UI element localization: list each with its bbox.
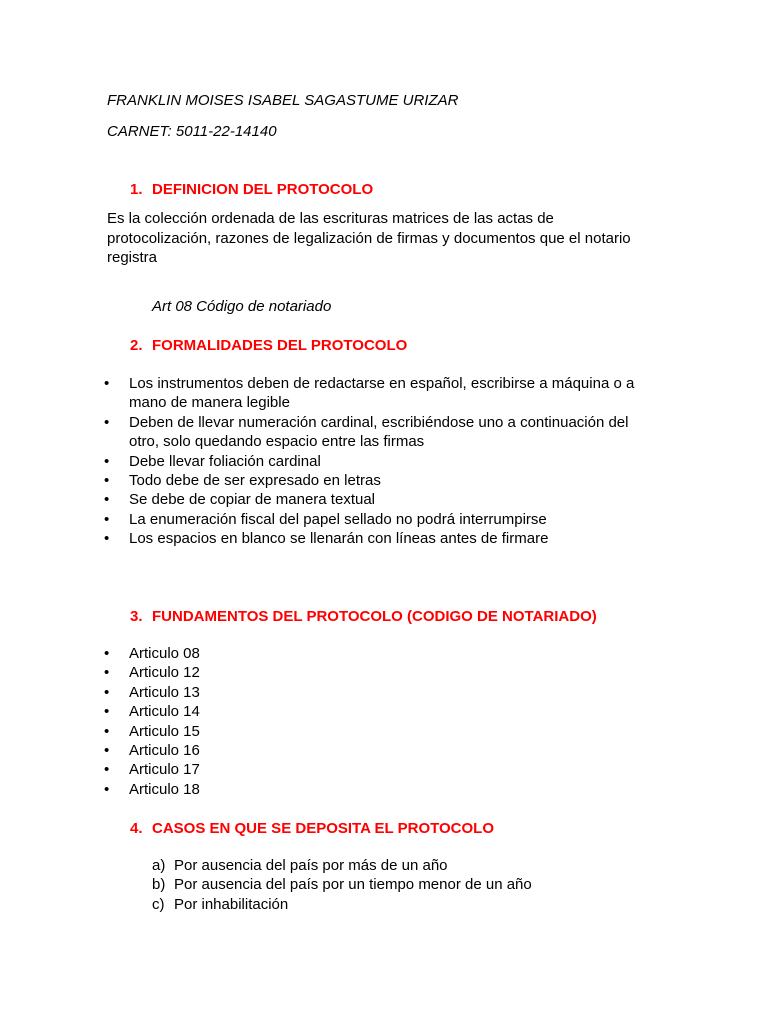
list-item [0, 413, 649, 452]
list-item-text: Articulo 16 [129, 742, 200, 760]
section-3-heading [130, 607, 597, 626]
list-item-text: Articulo 17 [129, 761, 200, 779]
list-item [0, 452, 649, 471]
list-item-text: Articulo 15 [129, 722, 200, 740]
bullet-icon: • [104, 375, 110, 392]
list-item-text: Deben de llevar numeración cardinal, escribiéndose uno a continuación del otro, solo quedando espacio entre las firmas [129, 413, 629, 451]
list-item [0, 490, 649, 509]
bullet-icon: • [104, 472, 110, 490]
list-item-text: Articulo 14 [129, 703, 200, 721]
section-1-paragraph: Es la colección ordenada de las escrituras matrices de las actas de protocolización, razones de legalización de firmas y documentos que el notario registra [107, 210, 631, 266]
list-item-text: Debe llevar foliación cardinal [129, 452, 321, 470]
list-item-text: Por inhabilitación [174, 895, 289, 913]
list-item [0, 760, 649, 779]
list-item [0, 663, 649, 682]
section-2-number: 2. [130, 337, 143, 354]
list-marker: a) [152, 857, 166, 874]
bullet-icon: • [104, 664, 110, 682]
section-4-title: CASOS EN QUE SE DEPOSITA EL PROTOCOLO [152, 820, 494, 837]
list-item [0, 510, 649, 529]
section-3-title: FUNDAMENTOS DEL PROTOCOLO (CODIGO DE NOTARIADO) [152, 608, 597, 625]
section-2-title: FORMALIDADES DEL PROTOCOLO [152, 337, 408, 354]
bullet-icon: • [104, 761, 110, 779]
list-item [0, 702, 649, 721]
list-marker: c) [152, 895, 165, 913]
bullet-icon: • [104, 780, 110, 798]
list-item-text: Todo debe de ser expresado en letras [129, 472, 381, 490]
list-item-text: Articulo 18 [129, 780, 200, 798]
section-4-number: 4. [130, 820, 143, 837]
bullet-icon: • [104, 530, 110, 548]
list-item [0, 374, 649, 413]
list-item [0, 741, 649, 760]
list-item-text: Articulo 13 [129, 683, 200, 701]
section-1-title: DEFINICION DEL PROTOCOLO [152, 181, 374, 198]
list-item [0, 471, 649, 490]
list-item-text: Por ausencia del país por un tiempo menor de un año [174, 876, 532, 894]
list-item-text: Se debe de copiar de manera textual [129, 491, 375, 509]
list-item [0, 529, 649, 548]
section-4-heading [130, 819, 494, 838]
list-marker: b) [152, 876, 166, 894]
formalities-list [0, 374, 649, 549]
bullet-icon: • [104, 683, 110, 701]
bullet-icon: • [104, 452, 110, 470]
section-1-heading [130, 180, 373, 199]
section-2-heading [130, 336, 407, 355]
bullet-icon: • [104, 510, 110, 528]
bullet-icon: • [104, 413, 110, 431]
articles-list [0, 644, 649, 799]
list-item-text: Articulo 12 [129, 664, 200, 682]
bullet-icon: • [104, 491, 110, 509]
list-item-text: La enumeración fiscal del papel sellado no podrá interrumpirse [129, 510, 547, 528]
list-item [0, 683, 649, 702]
bullet-icon: • [104, 645, 110, 662]
list-item-text: Articulo 08 [129, 645, 200, 662]
list-item [0, 780, 649, 799]
bullet-icon: • [104, 742, 110, 760]
section-1-number: 1. [130, 181, 143, 198]
list-item-text: Los instrumentos deben de redactarse en español, escribirse a máquina o a mano de manera legible [129, 375, 635, 412]
bullet-icon: • [104, 722, 110, 740]
student-name: FRANKLIN MOISES ISABEL SAGASTUME URIZAR [107, 92, 459, 109]
section-1-reference: Art 08 Código de notariado [152, 298, 332, 315]
deposit-cases-list [0, 856, 532, 914]
list-item [0, 644, 649, 663]
student-carnet: CARNET: 5011-22-14140 [107, 123, 277, 140]
list-item [0, 895, 532, 914]
list-item-text: Por ausencia del país por más de un año [174, 857, 448, 874]
bullet-icon: • [104, 703, 110, 721]
list-item [0, 722, 649, 741]
section-3-number: 3. [130, 608, 143, 625]
list-item-text: Los espacios en blanco se llenarán con líneas antes de firmare [129, 530, 549, 548]
list-item [0, 856, 532, 875]
list-item [0, 875, 532, 894]
